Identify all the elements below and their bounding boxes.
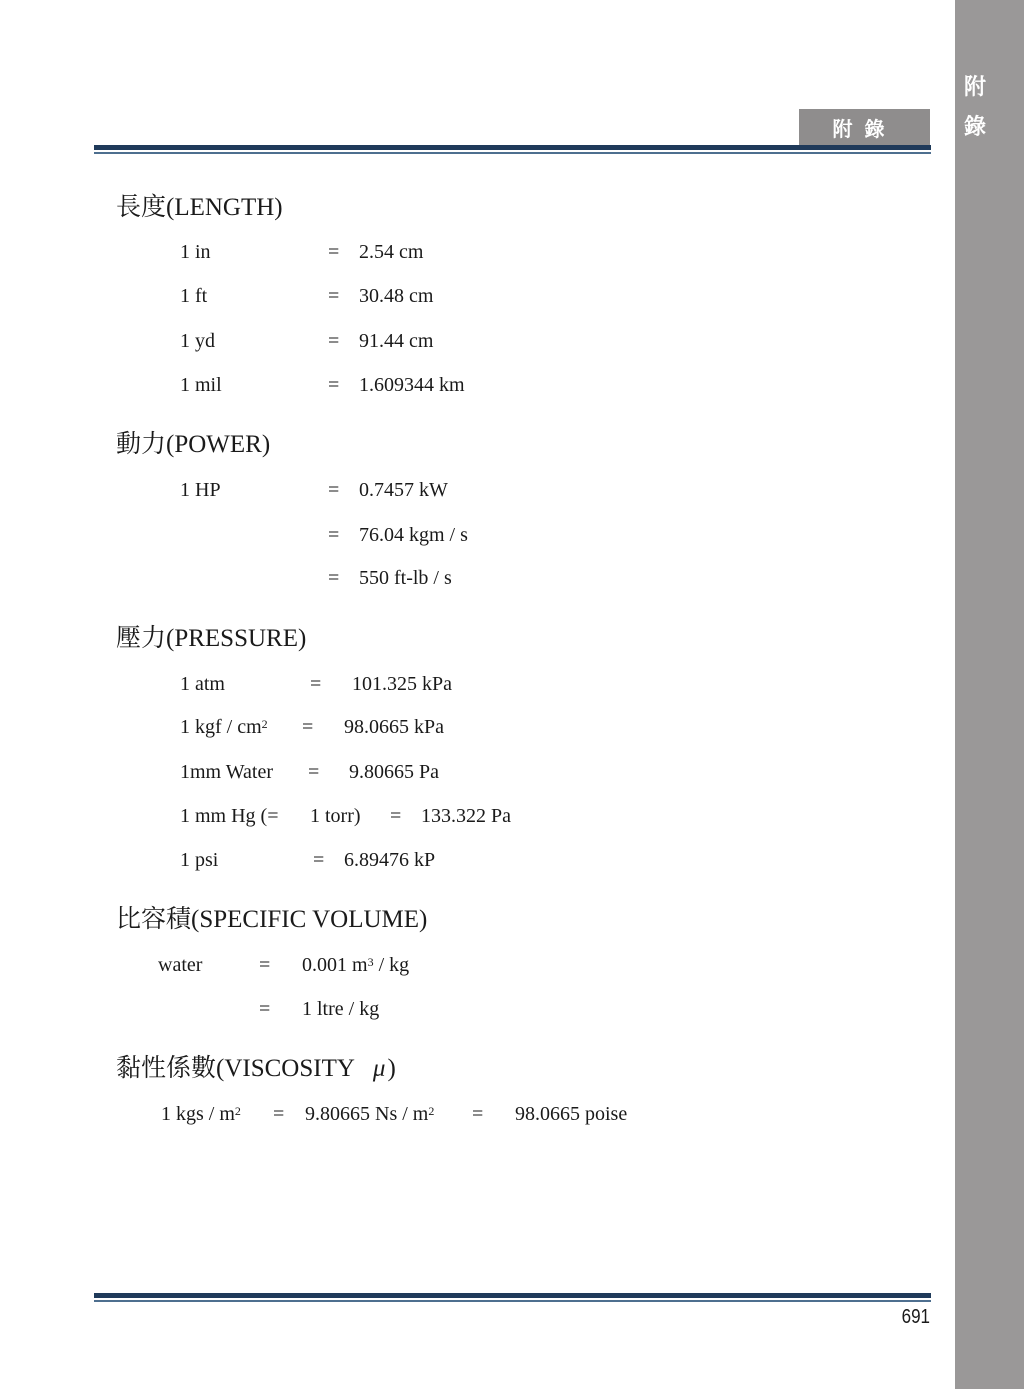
lhs: 1 mil (180, 374, 222, 396)
lhs-text: 1 kgf / cm (180, 716, 262, 738)
lhs: 1mm Water (180, 761, 273, 783)
lhs: 1 HP (180, 479, 221, 501)
equals-sign: = (328, 524, 340, 546)
rhs: 98.0665 kPa (344, 716, 444, 738)
equals-sign: = (313, 849, 325, 871)
lhs: 1 ft (180, 285, 208, 307)
section-title-pressure: 壓力(PRESSURE) (116, 625, 307, 652)
value-a (161, 1102, 241, 1126)
superscript: 2 (261, 717, 268, 731)
equals-sign: = (328, 285, 340, 307)
equals-sign: = (328, 479, 340, 501)
header-rule (94, 145, 931, 154)
equals-sign: = (259, 998, 271, 1020)
rhs: 1 ltre / kg (302, 998, 380, 1020)
rhs: 550 ft-lb / s (359, 567, 452, 589)
page-number: 691 (901, 1306, 930, 1328)
equals-sign: = (328, 567, 340, 589)
rhs: 1.609344 km (359, 374, 465, 396)
value-b (305, 1102, 434, 1126)
rhs: 30.48 cm (359, 285, 434, 307)
rhs: 6.89476 kP (344, 849, 436, 871)
title-text: 黏性係數(VISCOSITY (116, 1055, 355, 1082)
equals-sign: = (302, 716, 314, 738)
rhs: 101.325 kPa (352, 673, 452, 695)
section-title-power: 動力(POWER) (116, 431, 271, 458)
rhs-text: 0.001 m (302, 954, 368, 976)
lhs: 1 mm Hg (= (180, 805, 279, 827)
lhs: 1 yd (180, 330, 215, 352)
rhs: 9.80665 Pa (349, 761, 439, 783)
section-title-viscosity (116, 1054, 396, 1084)
equals-sign: = (328, 241, 340, 263)
equals-sign: = (308, 761, 320, 783)
lhs-continued: 1 torr) (310, 805, 361, 827)
rhs: 0.7457 kW (359, 479, 448, 501)
mu-symbol: μ (372, 1055, 386, 1082)
rhs: 91.44 cm (359, 330, 434, 352)
lhs: 1 in (180, 241, 211, 263)
superscript: 3 (367, 955, 374, 969)
equals-sign: = (310, 673, 322, 695)
superscript: 2 (428, 1104, 435, 1118)
side-tab-label (962, 68, 988, 148)
value-text: 1 kgs / m (161, 1103, 235, 1125)
section-title-specific-volume: 比容積(SPECIFIC VOLUME) (116, 906, 428, 933)
value-text: 9.80665 Ns / m (305, 1103, 429, 1125)
rhs: 2.54 cm (359, 241, 424, 263)
lhs: water (158, 954, 203, 976)
side-tab-band (955, 0, 1024, 1389)
rhs: 76.04 kgm / s (359, 524, 468, 546)
lhs: 1 psi (180, 849, 219, 871)
side-tab-char: 附 (963, 75, 986, 100)
header-section-tag: 附錄 (799, 109, 930, 145)
lhs: 1 atm (180, 673, 225, 695)
footer-rule (94, 1293, 931, 1302)
lhs (180, 715, 268, 739)
section-title-length: 長度(LENGTH) (116, 194, 283, 221)
rhs: 133.322 Pa (421, 805, 511, 827)
equals-sign: = (328, 374, 340, 396)
title-close: ) (387, 1055, 396, 1082)
equals-sign: = (328, 330, 340, 352)
side-tab-char: 錄 (963, 115, 986, 140)
equals-sign: = (390, 805, 402, 827)
equals-sign: = (472, 1103, 484, 1125)
rhs (302, 953, 409, 977)
superscript: 2 (234, 1104, 241, 1118)
value-c: 98.0665 poise (515, 1103, 628, 1125)
rhs-text: / kg (373, 954, 410, 976)
equals-sign: = (259, 954, 271, 976)
equals-sign: = (273, 1103, 285, 1125)
